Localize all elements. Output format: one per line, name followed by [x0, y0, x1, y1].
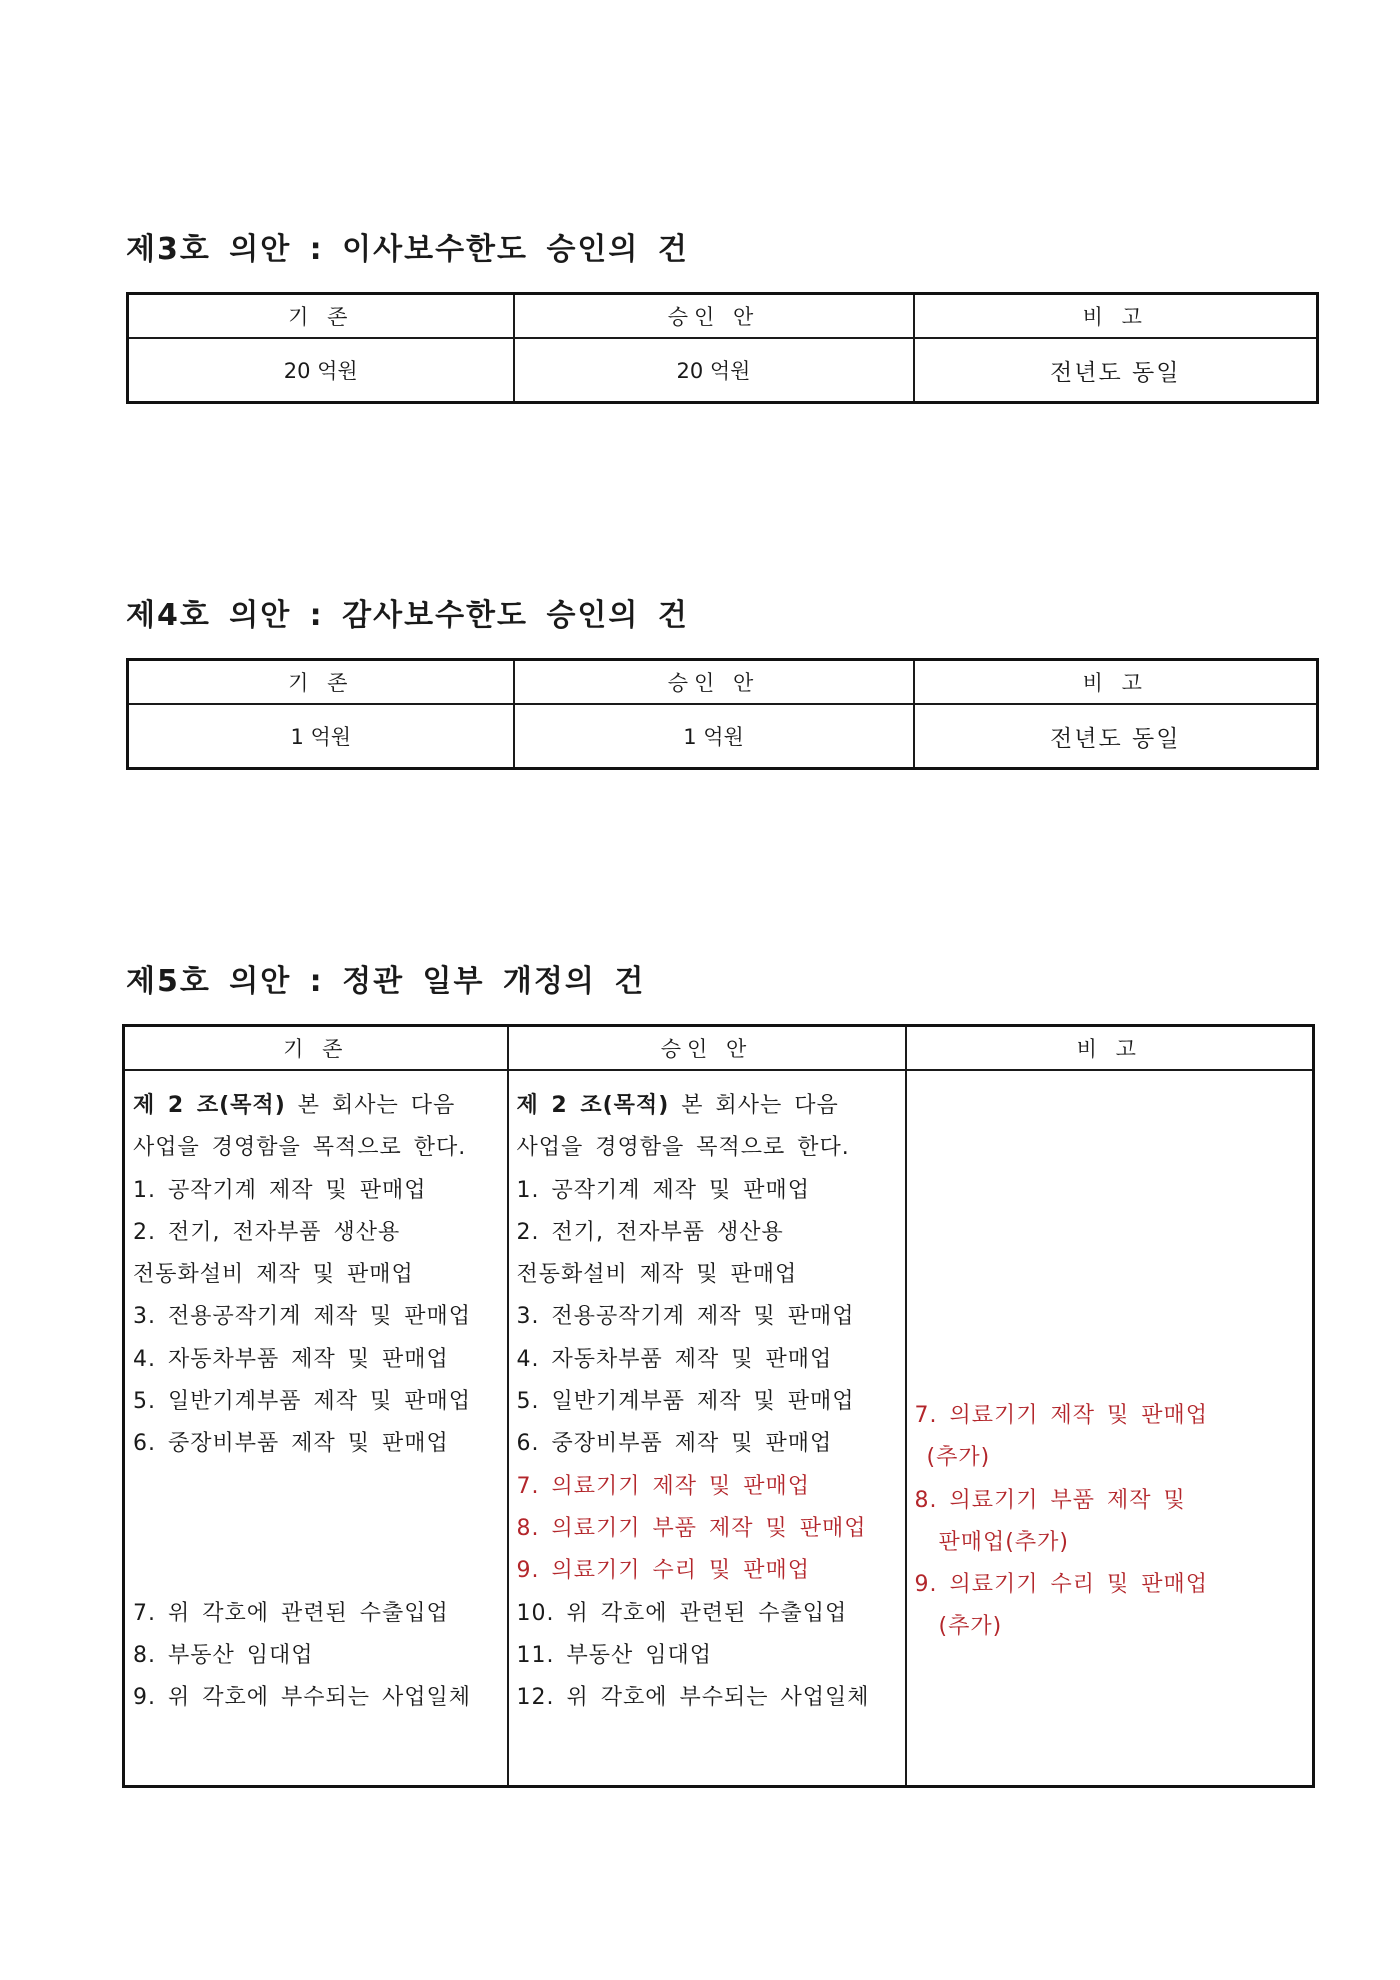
agenda-3-section — [126, 228, 1181, 386]
article-line: 3. 전용공작기계 제작 및 판매업 — [516, 1304, 855, 1330]
article-line: 2. 전기, 전자부품 생산용 — [133, 1219, 401, 1245]
value-existing: 1 억원 — [128, 704, 514, 769]
header-proposed: 승인 안 — [514, 660, 914, 705]
agenda-3-table — [126, 292, 1319, 404]
article-line: 8. 부동산 임대업 — [133, 1642, 314, 1668]
article-line: (추가) — [926, 1445, 991, 1471]
value-note: 전년도 동일 — [914, 338, 1318, 403]
article-number: 제 2 조(목적) — [516, 1093, 670, 1118]
header-note: 비 고 — [914, 660, 1318, 705]
article-number: 제 2 조(목적) — [133, 1093, 286, 1118]
header-proposed: 승인 안 — [514, 294, 914, 339]
header-existing: 기 존 — [128, 294, 514, 339]
article-line: 5. 일반기계부품 제작 및 판매업 — [516, 1389, 855, 1415]
article-line: 사업을 경영함을 목적으로 한다. — [133, 1135, 467, 1161]
article-line: 7. 의료기기 제작 및 판매업 — [516, 1473, 810, 1499]
article-intro: 본 회사는 다음 — [285, 1093, 456, 1118]
article-line: 4. 자동차부품 제작 및 판매업 — [133, 1346, 449, 1372]
article-line: 판매업(추가) — [938, 1529, 1069, 1555]
article-line: (추가) — [938, 1614, 1003, 1640]
article-intro: 본 회사는 다음 — [669, 1093, 839, 1118]
agenda-3-heading: 제3호 의안 : 이사보수한도 승인의 건 — [126, 232, 689, 267]
article-title-line — [133, 1085, 499, 1127]
article-line: 1. 공작기계 제작 및 판매업 — [516, 1177, 810, 1203]
header-existing: 기 존 — [128, 660, 514, 705]
agenda-5-section — [126, 960, 1208, 1711]
article-line: 5. 일반기계부품 제작 및 판매업 — [133, 1389, 471, 1415]
value-note: 전년도 동일 — [914, 704, 1318, 769]
article-line: 4. 자동차부품 제작 및 판매업 — [516, 1346, 833, 1372]
agenda-5-table — [122, 1024, 1315, 1788]
article-line: 9. 의료기기 수리 및 판매업 — [516, 1558, 810, 1584]
article-line: 3. 전용공작기계 제작 및 판매업 — [133, 1304, 471, 1330]
article-line: 11. 부동산 임대업 — [516, 1642, 712, 1668]
header-note: 비 고 — [914, 294, 1318, 339]
agenda-5-heading: 제5호 의안 : 정관 일부 개정의 건 — [126, 964, 646, 999]
article-line: 7. 의료기기 제작 및 판매업 — [914, 1403, 1208, 1428]
article-line — [133, 1508, 499, 1550]
agenda-4-section — [126, 594, 1181, 752]
article-line: 2. 전기, 전자부품 생산용 — [516, 1219, 784, 1245]
article-line: 8. 의료기기 부품 제작 및 — [914, 1487, 1186, 1513]
value-proposed: 20 억원 — [514, 338, 914, 403]
article-line: 6. 중장비부품 제작 및 판매업 — [133, 1431, 449, 1457]
header-proposed: 승인 안 — [508, 1026, 906, 1071]
existing-articles-cell — [124, 1070, 508, 1787]
value-proposed: 1 억원 — [514, 704, 914, 769]
article-line: 8. 의료기기 부품 제작 및 판매업 — [516, 1515, 867, 1541]
value-existing: 20 억원 — [128, 338, 514, 403]
article-line: 9. 위 각호에 부수되는 사업일체 — [133, 1685, 471, 1711]
proposed-articles-cell — [508, 1070, 906, 1787]
agenda-4-table — [126, 658, 1319, 770]
agenda-4-heading: 제4호 의안 : 감사보수한도 승인의 건 — [126, 598, 689, 633]
article-line: 12. 위 각호에 부수되는 사업일체 — [516, 1685, 870, 1711]
header-existing: 기 존 — [124, 1026, 508, 1071]
article-line: 1. 공작기계 제작 및 판매업 — [133, 1177, 427, 1203]
notes-cell — [906, 1070, 1314, 1787]
article-line: 7. 위 각호에 관련된 수출입업 — [133, 1600, 449, 1626]
article-line — [133, 1466, 499, 1508]
article-line: 전동화설비 제작 및 판매업 — [133, 1262, 414, 1288]
article-line: 9. 의료기기 수리 및 판매업 — [914, 1572, 1208, 1598]
article-line: 전동화설비 제작 및 판매업 — [516, 1262, 798, 1288]
article-line: 10. 위 각호에 관련된 수출입업 — [516, 1600, 848, 1626]
header-note: 비 고 — [906, 1026, 1314, 1071]
article-title-line — [517, 1085, 897, 1127]
article-line: 사업을 경영함을 목적으로 한다. — [516, 1135, 850, 1161]
article-line — [133, 1550, 499, 1592]
article-line: 6. 중장비부품 제작 및 판매업 — [516, 1431, 833, 1457]
